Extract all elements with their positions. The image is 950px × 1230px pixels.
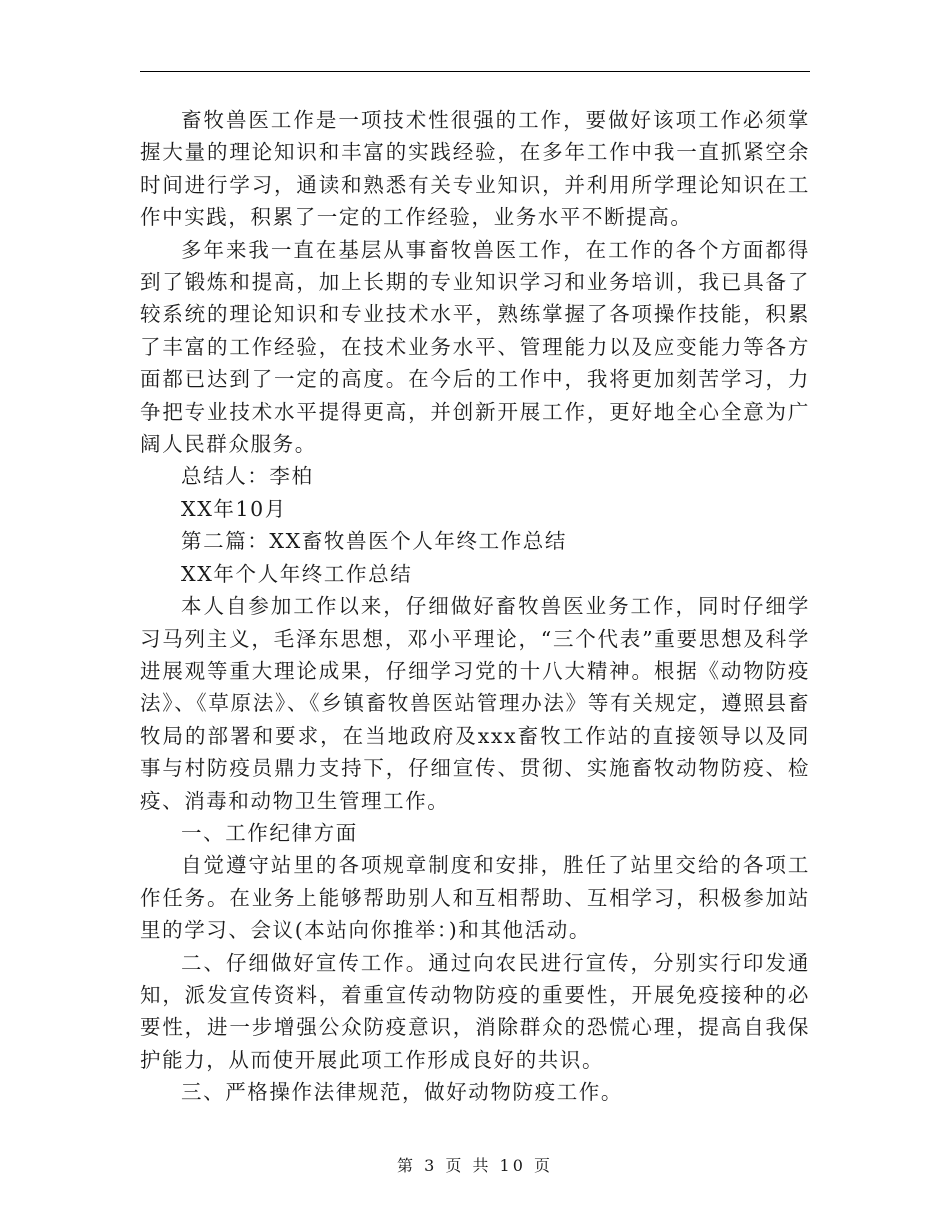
heading-work-discipline: 一、工作纪律方面 (181, 820, 358, 845)
paragraph: 自觉遵守站里的各项规章制度和安排，胜任了站里交给的各项工作任务。在业务上能够帮助别人和互相帮助、互相学习，积极参加站里的学习、会议(本站向你推举：)和其他活动。 (140, 853, 810, 943)
paragraph: 畜牧兽医工作是一项技术性很强的工作，要做好该项工作必须掌握大量的理论知识和丰富的实践经验，在多年工作中我一直抓紧空余时间进行学习，通读和熟悉有关专业知识，并利用所学理论知识在工作中实践，积累了一定的工作经验，业务水平不断提高。 (140, 108, 810, 230)
section-subtitle: XX年个人年终工作总结 (181, 561, 413, 586)
date-line: XX年10月 (181, 496, 287, 521)
signature-line: 总结人：李柏 (181, 464, 314, 489)
paragraph: 本人自参加工作以来，仔细做好畜牧兽医业务工作，同时仔细学习马列主义，毛泽东思想，邓小平理论，“三个代表”重要思想及科学进展观等重大理论成果，仔细学习党的十八大精神。根据《动物防疫法》、《草原法》、《乡镇畜牧兽医站管理办法》等有关规定，遵照县畜牧局的部署和要求，在当地政府及xxx畜牧工作站的直接领导以及同事与村防疫员鼎力支持下，仔细宣传、贯彻、实施畜牧动物防疫、检疫、消毒和动物卫生管理工作。 (140, 594, 810, 813)
paragraph: 三、严格操作法律规范，做好动物防疫工作。 (181, 1080, 623, 1105)
paragraph: 二、仔细做好宣传工作。通过向农民进行宣传，分别实行印发通知，派发宣传资料，着重宣传动物防疫的重要性，开展免疫接种的必要性，进一步增强公众防疫意识，消除群众的恐慌心理，提高自我保护能力，从而使开展此项工作形成良好的共识。 (140, 950, 810, 1072)
paragraph: 多年来我一直在基层从事畜牧兽医工作，在工作的各个方面都得到了锻炼和提高，加上长期的专业知识学习和业务培训，我已具备了较系统的理论知识和专业技术水平，熟练掌握了各项操作技能，积累了丰富的工作经验，在技术业务水平、管理能力以及应变能力等各方面都已达到了一定的高度。在今后的工作中，我将更加刻苦学习，力争把专业技术水平提得更高，并创新开展工作，更好地全心全意为广阔人民群众服务。 (140, 237, 810, 457)
page-number: 第 3 页 共 10 页 (397, 1156, 553, 1175)
header-rule (140, 71, 810, 72)
section-title: 第二篇：XX畜牧兽医个人年终工作总结 (181, 529, 567, 554)
document-body (140, 104, 810, 1109)
